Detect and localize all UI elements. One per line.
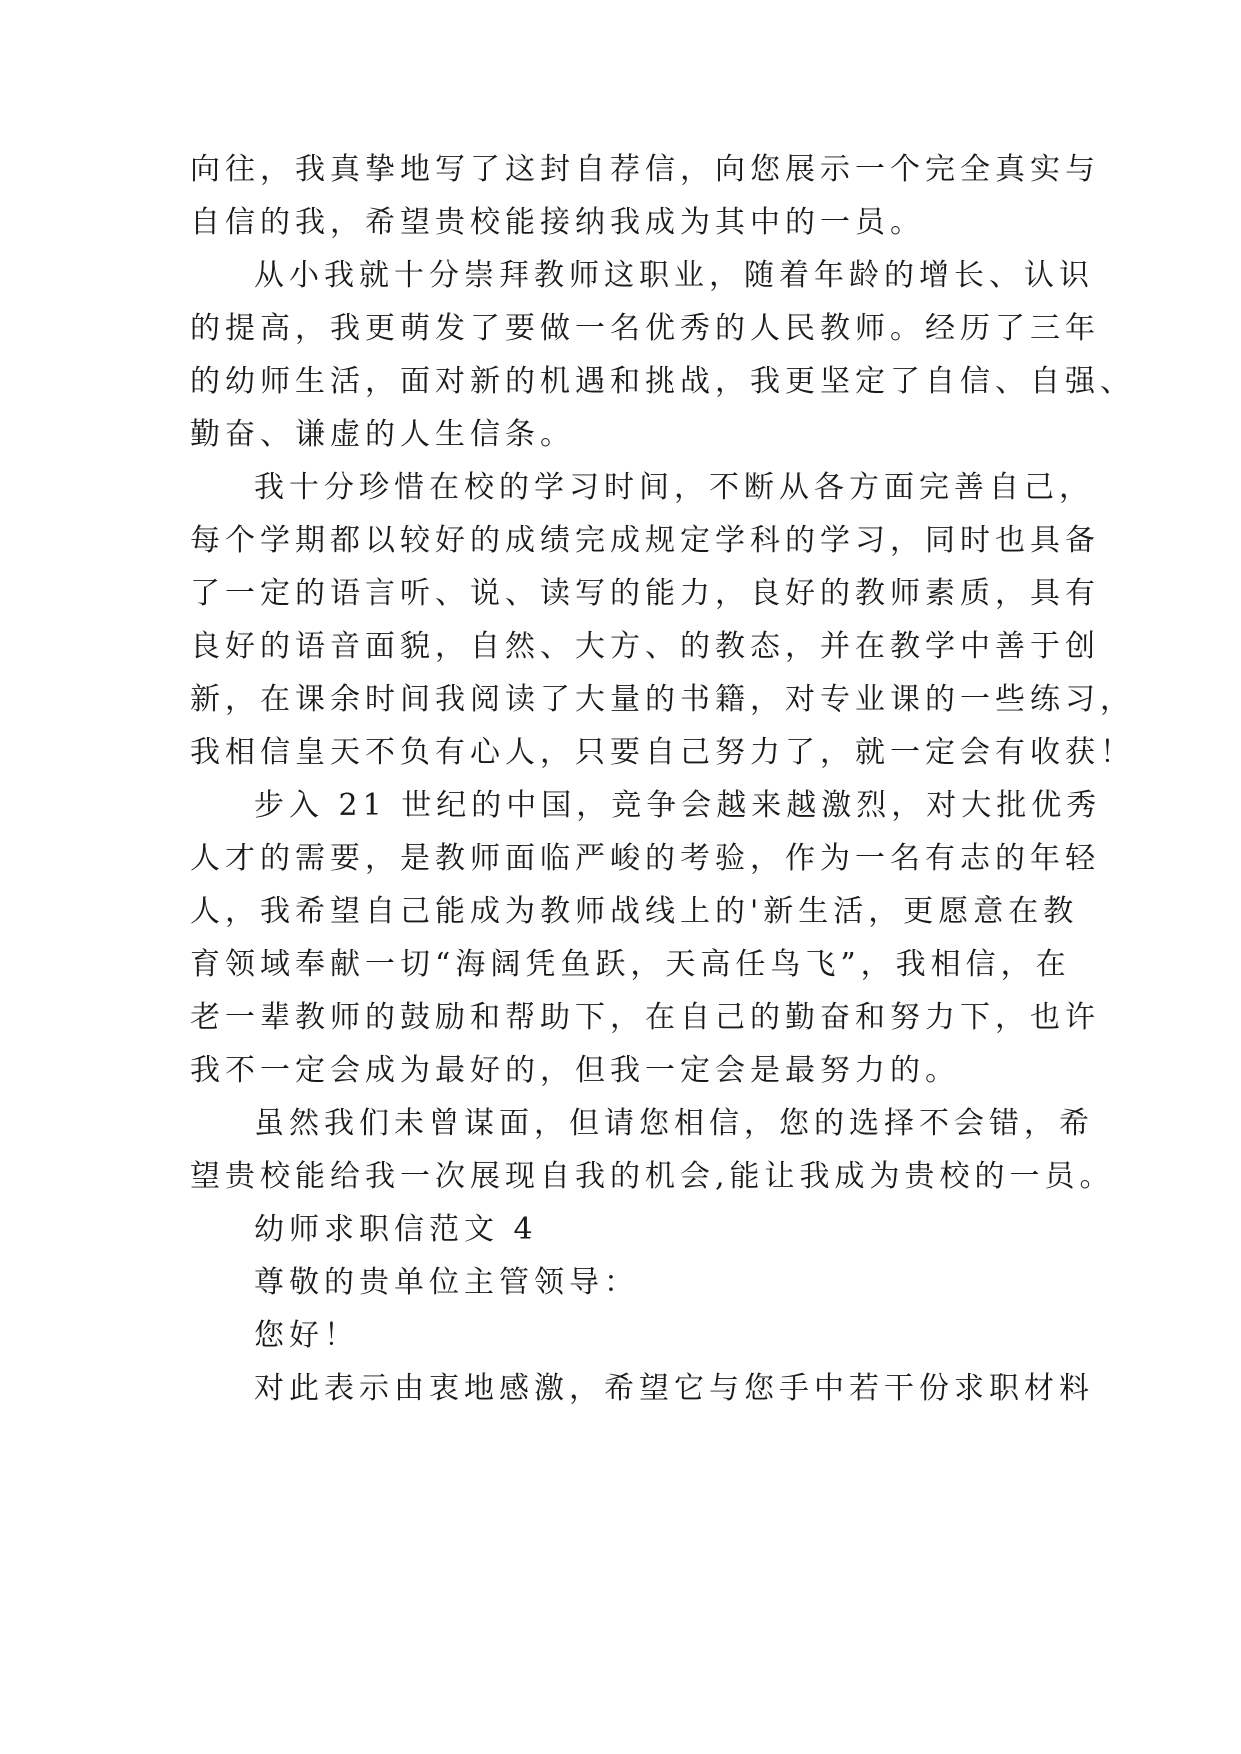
text-line: 人，我希望自己能成为教师战线上的'新生活，更愿意在教: [190, 894, 1079, 929]
paragraph-first-line: 从小我就十分崇拜教师这职业，随着年龄的增长、认识: [254, 258, 1094, 293]
salutation: 尊敬的贵单位主管领导：: [254, 1265, 639, 1300]
text-line: 自信的我，希望贵校能接纳我成为其中的一员。: [190, 205, 925, 240]
text-line: 我相信皇天不负有心人，只要自己努力了，就一定会有收获！: [190, 735, 1135, 770]
section-heading: 幼师求职信范文 4: [254, 1212, 538, 1247]
paragraph-first-line: 对此表示由衷地感激，希望它与您手中若干份求职材料: [254, 1371, 1094, 1406]
text-line: 勤奋、谦虚的人生信条。: [190, 417, 575, 452]
text-line: 向往，我真挚地写了这封自荐信，向您展示一个完全真实与: [190, 152, 1100, 187]
text-line: 人才的需要，是教师面临严峻的考验，作为一名有志的年轻: [190, 841, 1100, 876]
text-line: 每个学期都以较好的成绩完成规定学科的学习，同时也具备: [190, 523, 1100, 558]
text-line: 的提高，我更萌发了要做一名优秀的人民教师。经历了三年: [190, 311, 1100, 346]
text-line: 望贵校能给我一次展现自我的机会,能让我成为贵校的一员。: [190, 1159, 1115, 1194]
text-line: 新，在课余时间我阅读了大量的书籍，对专业课的一些练习，: [190, 682, 1135, 717]
text-line: 的幼师生活，面对新的机遇和挑战，我更坚定了自信、自强、: [190, 364, 1135, 399]
text-line: 我不一定会成为最好的，但我一定会是最努力的。: [190, 1053, 960, 1088]
greeting: 您好！: [254, 1318, 359, 1353]
text-line: 良好的语音面貌，自然、大方、的教态，并在教学中善于创: [190, 629, 1100, 664]
paragraph-first-line: 步入 21 世纪的中国，竞争会越来越激烈，对大批优秀: [254, 788, 1102, 823]
paragraph-first-line: 我十分珍惜在校的学习时间，不断从各方面完善自己，: [254, 470, 1094, 505]
paragraph-first-line: 虽然我们未曾谋面，但请您相信，您的选择不会错，希: [254, 1106, 1094, 1141]
text-line: 了一定的语言听、说、读写的能力，良好的教师素质，具有: [190, 576, 1100, 611]
text-line: 育领域奉献一切“海阔凭鱼跃，天高任鸟飞”，我相信，在: [190, 947, 1071, 982]
text-line: 老一辈教师的鼓励和帮助下，在自己的勤奋和努力下，也许: [190, 1000, 1100, 1035]
